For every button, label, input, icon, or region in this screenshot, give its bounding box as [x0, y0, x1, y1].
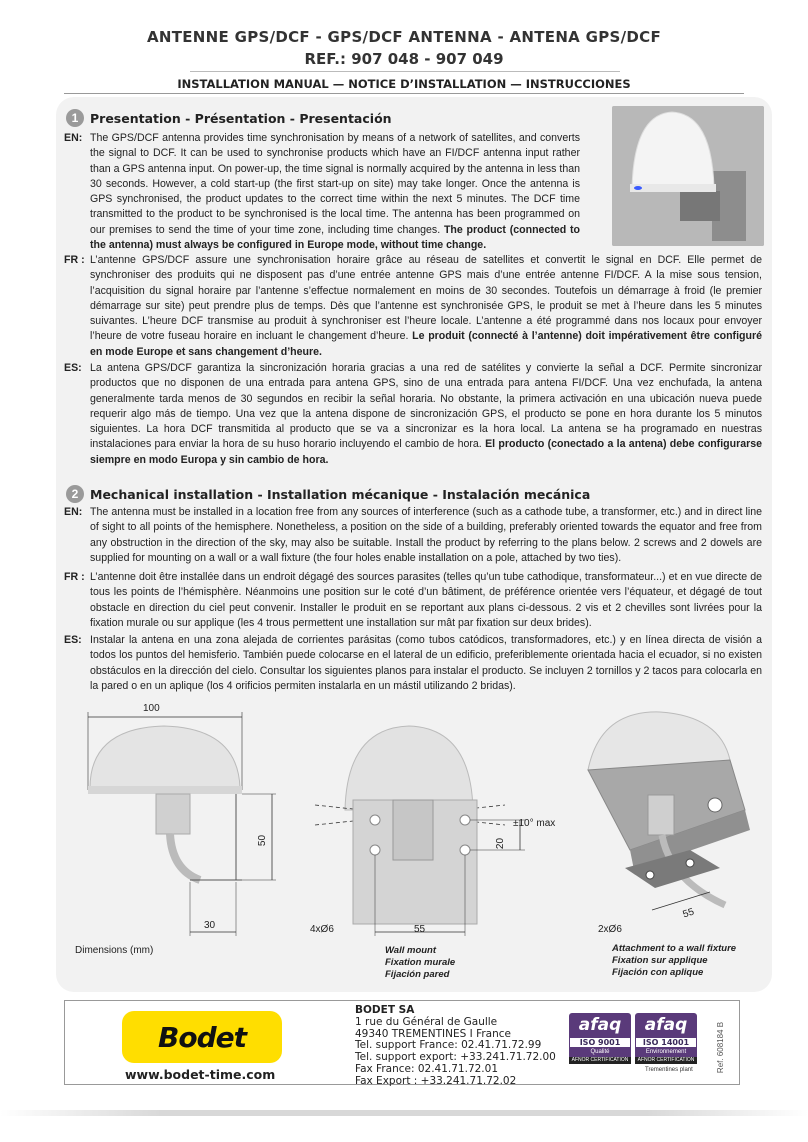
fax-export: Fax Export : +33.241.71.72.02: [355, 1074, 517, 1087]
cert-body: AFNOR CERTIFICATION: [635, 1057, 697, 1064]
footer: [64, 1000, 740, 1085]
s2-en-text: The antenna must be installed in a location free from any sources of interference (such as a cathode tube, a transformer, etc.) and in direct line of sight to all points of the hemisphere. Nonetheless, a position on the side of a building, preferably oriented towards the equator and free from any obstruction in the direction of the sky, may also be suitable. Install the product by referring to the plans below. 2 screws and 2 dowels are supplied for mounting on a wall or a wall fixture (the four holes enable installation on a pole, attached by two ties).: [90, 506, 762, 564]
manual-title: INSTALLATION MANUAL — NOTICE D’INSTALLATION — INSTRUCCIONES: [177, 77, 631, 91]
s1-fr-bold: Le produit (connecté à l’antenne) doit impérativement être configuré en mode Europe et sans changement d’heure.: [90, 330, 762, 358]
iso-label: ISO 14001: [635, 1037, 697, 1048]
s2-en-paragraph: [64, 505, 762, 566]
cert-note: Trementines plant: [645, 1067, 693, 1073]
doc-title: ANTENNE GPS/DCF - GPS/DCF ANTENNA - ANTENA GPS/DCF: [146, 28, 662, 46]
caption-line: Attachment to a wall fixture: [612, 943, 737, 954]
dim-width-label: 100: [143, 703, 160, 714]
caption-line: Wall mount: [385, 945, 437, 956]
cert-type: Environnement: [635, 1048, 697, 1057]
doc-reference: REF.: 907 048 - 907 049: [304, 50, 504, 68]
dim-holes-vertical: 20: [495, 837, 507, 850]
s1-es-bold: El producto (conectado a la antena) debe configurarse siempre en modo Europa y sin cambio de hora.: [90, 438, 762, 466]
s1-es-text: La antena GPS/DCF garantiza la sincronización horaria gracias a una red de satélites y convierte la señal a DCF. Permite sincronizar productos que no disponen de una entrada para antena GPS, sino de una entrada para antena FI/DCF. Una vez enchufada, la antena generalmente tarda menos de 30 segundos en recibir la señal horaria. No obstante, la primera activación en una ubicación nueva puede requerir algo más de tiempo. Una vez que la antena dispone de sincronización GPS, el producto se pone en hora durante los 5 minutos siguientes. La hora DCF transmitida al producto que se va a sincronizar es la hora local. La antena se ha programado en nuestras instalaciones para enviar la hora de su huso horario incluyendo el cambio de hora.: [90, 362, 762, 451]
caption-line: Fixation sur applique: [612, 955, 708, 966]
afaq-brand: afaq: [569, 1013, 631, 1037]
afaq-iso9001-badge: [569, 1013, 631, 1065]
dim-fixture-label: 55: [681, 906, 696, 921]
bodet-logo: [122, 1011, 282, 1063]
section-title: Presentation - Présentation - Presentación: [90, 110, 392, 126]
s2-fr-paragraph: [64, 570, 762, 631]
lang-label: FR :: [64, 571, 85, 583]
angle-label: ±10° max: [513, 818, 556, 829]
address-line: 1 rue du Général de Gaulle: [355, 1015, 498, 1028]
section-1-heading: [66, 109, 392, 127]
fax-france: Fax France: 02.41.71.72.01: [355, 1062, 499, 1075]
cert-body: AFNOR CERTIFICATION: [569, 1057, 631, 1064]
document-reference: Ref. 608184 B: [716, 1021, 726, 1074]
section-number: 1: [66, 109, 84, 127]
wall-mount-caption: [385, 945, 455, 981]
website-link[interactable]: www.bodet-time.com: [125, 1067, 276, 1082]
s2-es-paragraph: [64, 633, 762, 694]
phone-support-france: Tel. support France: 02.41.71.72.99: [355, 1039, 542, 1052]
company-name: BODET SA: [355, 1004, 415, 1016]
section-title: Mechanical installation - Installation mécanique - Instalación mecánica: [90, 486, 591, 502]
section-2-heading: [66, 485, 590, 503]
lang-label: EN:: [64, 506, 83, 518]
s1-es-paragraph: [64, 361, 762, 468]
lang-label: ES:: [64, 634, 82, 646]
dimensions-caption: Dimensions (mm): [75, 945, 154, 956]
caption-line: Fijación con aplique: [612, 967, 704, 978]
s2-es-text: Instalar la antena en una zona alejada de corrientes parásitas (como tubos catódicos, transformadores, etc.) y en línea directa de visión a todos los puntos del hemisferio. También puede colocarse en el lateral de un edificio, preferiblemente orientada hacia el ecuador, si no existen obstáculos en la dirección del cielo. Consultar los siguientes planos para instalar el producto. Se incluyen 2 tornillos y 2 tacos para colocarla en la pared o en un aplique (los 4 orificios permiten instalarla en un mástil utilizando 2 bridas).: [90, 634, 762, 692]
s1-fr-text: L’antenne GPS/DCF assure une synchronisation horaire grâce au réseau de satellites et convertit le signal en DCF. Elle permet de synchroniser des produits qui ne disposent pas d’une entrée antenne GPS mais d’une entrée antenne FI/DCF. A la mise sous tension, l’acquisition du signal horaire par l’antenne s’effectue normalement en moins de 30 secondes. Toutefois un démarrage à froid (le premier démarrage sur site) peut prendre plus de temps. Dès que l’antenne est synchronisée GPS, le produit se met à l’heure dans les 5 minutes suivantes. L’heure DCF transmise au produit à synchroniser est l’heure locale. L’antenne a été programmé dans nos locaux pour envoyer l’heure de votre fuseau horaire en incluant le changement d’heure.: [90, 254, 762, 343]
lang-label: ES:: [64, 362, 82, 374]
s1-fr-paragraph: [64, 253, 762, 360]
phone-support-export: Tel. support export: +33.241.71.72.00: [355, 1051, 556, 1064]
lang-label: FR :: [64, 254, 85, 266]
bottom-shadow-bar: [0, 1110, 808, 1116]
header-divider-2: [64, 93, 744, 94]
s1-en-paragraph: [64, 131, 580, 253]
header-divider: [190, 71, 620, 72]
cert-type: Qualité: [569, 1048, 631, 1057]
afaq-brand: afaq: [635, 1013, 697, 1037]
dim-holes-horizontal: 55: [414, 924, 426, 935]
caption-line: Fixation murale: [385, 957, 456, 968]
fixture-drawing: [570, 700, 770, 940]
dimensions-drawing: [60, 700, 290, 940]
address-line: 49340 TREMENTINES I France: [355, 1027, 511, 1040]
dim-height-label: 50: [257, 834, 269, 847]
s1-en-text: The GPS/DCF antenna provides time synchronisation by means of a network of satellites, and converts the signal to DCF. It can be used to synchronise products which have an FI/DCF antenna input rather than a GPS antenna input. On power-up, the time signal is normally acquired by the antenna in less than 30 seconds. However, a cold start-up (the first start-up on site) may take longer. Once the antenna is GPS synchronised, the product updates to the correct time within the next 5 minutes. The DCF time transmitted to the product to be synchronised is the local time. The antenna has been programmed on our premises to send the time of your time zone, including time changes.: [90, 132, 580, 236]
company-address: [355, 1005, 556, 1088]
s1-en-bold: The product (connected to the antenna) must always be configured in Europe mode, without time change.: [90, 223, 580, 252]
logo-text: Bodet: [158, 1020, 246, 1054]
lang-label: EN:: [64, 132, 83, 144]
afaq-iso14001-badge: [635, 1013, 697, 1065]
holes-2-label: 2xØ6: [598, 924, 622, 935]
holes-4-label: 4xØ6: [310, 924, 334, 935]
antenna-photo: [612, 106, 764, 246]
section-number: 2: [66, 485, 84, 503]
wall-mount-drawing: [305, 700, 535, 940]
dim-base-label: 30: [204, 920, 216, 931]
s2-fr-text: L’antenne doit être installée dans un endroit dégagé des sources parasites (telles qu’un tube cathodique, transformateur...) et en vue directe de tous les points de l’hémisphère. Néanmoins une position sur le coté d’un bâtiment, de préférence orientée vers l’équateur, et dégagé de tout obstacle en direction du ciel peut convenir. Installer le produit en se reportant aux plans ci-dessous. 2 vis et 2 chevilles sont livrées pour la fixation murale ou sur applique (les 4 trous permettent une installation sur mât par fixation sur deux brides).: [90, 571, 762, 629]
fixture-caption: [612, 943, 736, 979]
iso-label: ISO 9001: [569, 1037, 631, 1048]
caption-line: Fijación pared: [385, 969, 450, 980]
